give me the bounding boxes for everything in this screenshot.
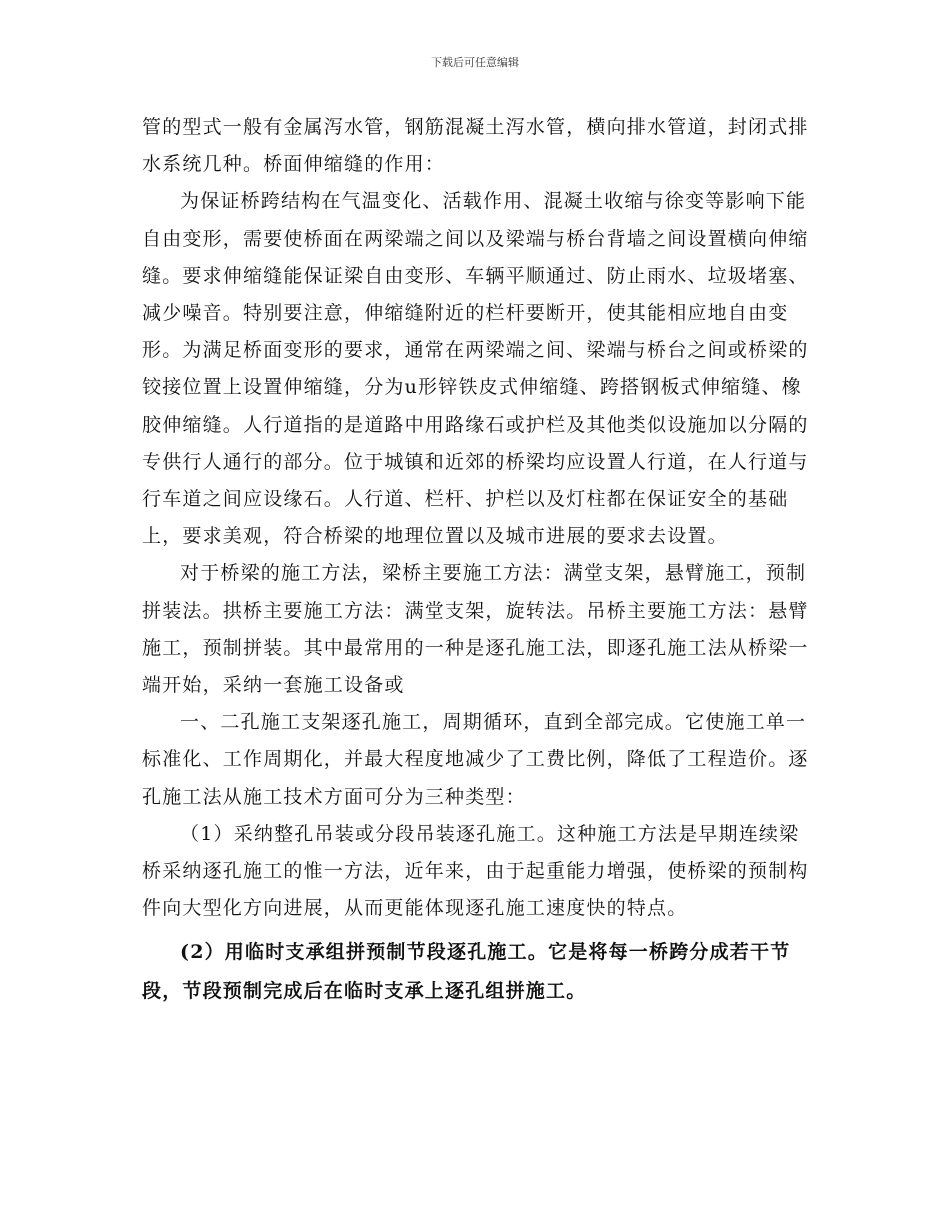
- paragraph-method-2: (2）用临时支承组拼预制节段逐孔施工。它是将每一桥跨分成若干节段，节段预制完成后在临时支承上逐孔组拼施工。: [142, 941, 791, 1002]
- paragraph-span-by-span: 一、二孔施工支架逐孔施工，周期循环，直到全部完成。它使施工单一标准化、工作周期化，并最大程度地减少了工费比例，降低了工程造价。逐孔施工法从施工技术方面可分为三种类型：: [142, 711, 809, 808]
- paragraph-expansion-joints: 为保证桥跨结构在气温变化、活载作用、混凝土收缩与徐变等影响下能自由变形，需要使桥面在两梁端之间以及梁端与桥台背墙之间设置横向伸缩缝。要求伸缩缝能保证梁自由变形、车辆平顺通过、防止雨水、垃圾堵塞、减少噪音。特别要注意，伸缩缝附近的栏杆要断开，使其能相应地自由变形。为满足桥面变形的要求，通常在两梁端之间、梁端与桥台之间或桥梁的铰接位置上设置伸缩缝，分为u形锌铁皮式伸缩缝、跨搭钢板式伸缩缝、橡胶伸缩缝。人行道指的是道路中用路缘石或护栏及其他类似设施加以分隔的专供行人通行的部分。位于城镇和近郊的桥梁均应设置人行道，在人行道与行车道之间应设缘石。人行道、栏杆、护栏以及灯柱都在保证安全的基础上，要求美观，符合桥梁的地理位置以及城市进展的要求去设置。: [142, 190, 809, 548]
- paragraph-method-1: （1）采纳整孔吊装或分段吊装逐孔施工。这种施工方法是早期连续梁桥采纳逐孔施工的惟一方法，近年来，由于起重能力增强，使桥梁的预制构件向大型化方向进展，从而更能体现逐孔施工速度快的特点。: [142, 822, 809, 920]
- document-body: [142, 109, 814, 1010]
- page-header: 下载后可任意编辑: [431, 56, 519, 69]
- paragraph-drainage-types: 管的型式一般有金属泻水管，钢筋混凝土泻水管，横向排水管道，封闭式排水系统几种。桥面伸缩缝的作用：: [142, 116, 809, 176]
- paragraph-construction-methods: 对于桥梁的施工方法，梁桥主要施工方法：满堂支架，悬臂施工，预制拼装法。拱桥主要施工方法：满堂支架，旋转法。吊桥主要施工方法：悬臂施工，预制拼装。其中最常用的一种是逐孔施工法，即逐孔施工法从桥梁一端开始，采纳一套施工设备或: [142, 562, 809, 697]
